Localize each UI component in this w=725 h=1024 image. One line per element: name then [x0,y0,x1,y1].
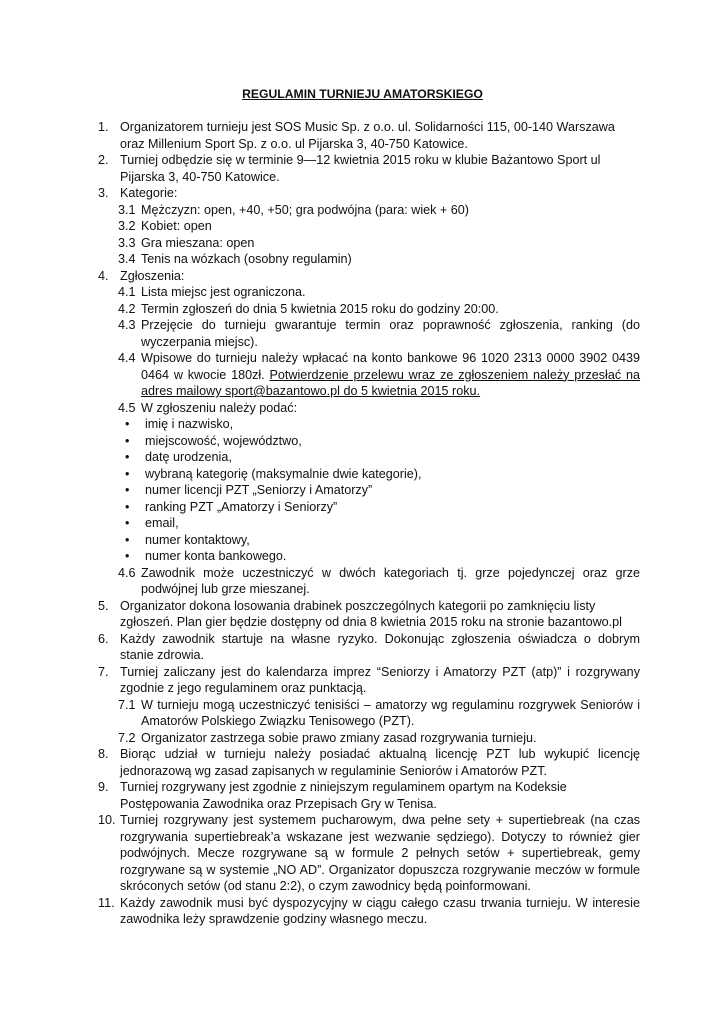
subrule-text: W turnieju mogą uczestniczyć tenisiści – amatorzy wg regulaminu rozgrywek Seniorów i Amatorów Polskiego Związku Tenisowego (PZT). [141,697,640,728]
bullet-item [98,548,640,565]
rule-text: Kategorie: [120,186,178,200]
bullet-item [98,532,640,549]
rule-text: Turniej odbędzie się w terminie 9—12 kwietnia 2015 roku w klubie Bażantowo Sport ul Pijarska 3, 40-750 Katowice. [120,153,601,184]
subrule-number: 3.2 [118,219,136,233]
bullet-text: email, [145,516,179,530]
rule-number: 8. [98,747,109,761]
bullet-icon: • [125,433,130,448]
bullet-icon: • [125,417,130,431]
bullet-item [98,466,640,483]
rule-text: Turniej rozgrywany jest zgodnie z niniejszym regulaminem opartym na Kodeksie Postępowania Zawodnika oraz Przepisach Gry w Tenisa. [120,780,567,811]
rule-7 [98,664,640,697]
subrule-number: 4.1 [118,285,136,299]
rules-list [98,119,640,928]
rule-9 [98,779,640,812]
bullet-item [98,449,640,466]
rule-8 [98,746,640,779]
subrule-number: 4.2 [118,301,136,316]
bullet-text: imię i nazwisko, [145,417,234,431]
subrule-text: Tenis na wózkach (osobny regulamin) [141,252,352,266]
bullet-icon: • [125,450,130,464]
subrule-number: 7.2 [118,730,136,745]
rule-number: 9. [98,780,109,794]
subrule-3-3 [98,235,640,252]
bullet-text: numer konta bankowego. [145,549,287,563]
bullet-text: datę urodzenia, [145,450,232,464]
subrule-text: Zawodnik może uczestniczyć w dwóch kategoriach tj. grze pojedynczej oraz grze podwójnej lub grze mieszanej. [141,565,640,596]
rule-number: 10. [98,813,116,827]
subrule-number: 3.3 [118,235,136,250]
rule-number: 7. [98,664,109,679]
subrule-4-5 [98,400,640,417]
rule-text: Każdy zawodnik musi być dyspozycyjny w ciągu całego czasu trwania turnieju. W interesie zawodnika leży sprawdzenie godziny własnego meczu. [120,895,640,926]
bullet-icon: • [125,549,130,563]
rule-4 [98,268,640,285]
rule-number: 2. [98,153,109,167]
subrule-number: 3.1 [118,202,136,217]
subrule-text-plain: Wpisowe do turnieju należy wpłacać na konto bankowe 96 1020 2313 0000 3902 0439 0464 w kwocie 180zł. [141,351,640,382]
bullet-icon: • [125,483,130,497]
bullet-text: numer licencji PZT „Seniorzy i Amatorzy” [145,483,373,497]
subrule-4-4 [98,350,640,400]
rule-text: Turniej rozgrywany jest systemem pucharowym, dwa pełne sety + supertiebreak (na czas rozgrywania supertiebreak’a wskazane jest wezwanie sędziego). Dotyczy to również gier podwójnych. Mecze rozgrywane są w formule 2 pełnych setów + supertiebreak, gemy rozgrywane są w systemie „NO AD”. Organizator dopuszcza rozgrywanie meczów w formule skróconych setów (od stanu 2:2), o czym zawodnicy będą poinformowani. [120,813,640,893]
bullet-icon: • [125,466,130,481]
rule-number: 4. [98,268,109,283]
subrule-text: Mężczyzn: open, +40, +50; gra podwójna (para: wiek + 60) [141,202,469,217]
rule-1 [98,119,640,152]
rule-2 [98,152,640,185]
subrule-number: 4.5 [118,400,136,415]
required-fields-list [98,416,640,565]
rule-text: Biorąc udział w turnieju należy posiadać aktualną licencję PZT lub wykupić licencję jednorazową wg zasad zapisanych w regulaminie Seniorów i Amatorów PZT. [120,747,640,778]
bullet-item [98,416,640,433]
bullet-text: numer kontaktowy, [145,532,250,547]
subrule-3-4 [98,251,640,268]
document-title: REGULAMIN TURNIEJU AMATORSKIEGO [242,87,483,101]
subrule-text: Organizator zastrzega sobie prawo zmiany zasad rozgrywania turnieju. [141,730,537,745]
subrule-text: Gra mieszana: open [141,235,255,250]
subrule-4-1 [98,284,640,301]
rule-number: 6. [98,631,109,646]
bullet-text: wybraną kategorię (maksymalnie dwie kategorie), [145,466,422,481]
subrule-number: 7.1 [118,697,136,712]
subrule-number: 4.4 [118,351,136,365]
rule-10 [98,812,640,895]
subrule-text: Kobiet: open [141,219,212,233]
subrule-number: 4.3 [118,318,136,332]
bullet-item [98,499,640,516]
subrule-7-2 [98,730,640,747]
subrule-text: Termin zgłoszeń do dnia 5 kwietnia 2015 roku do godziny 20:00. [141,301,499,316]
rule-text: Każdy zawodnik startuje na własne ryzyko. Dokonując zgłoszenia oświadcza o dobrym stanie zdrowia. [120,631,640,662]
subrule-3-2 [98,218,640,235]
subrule-4-3 [98,317,640,350]
bullet-item [98,433,640,450]
bullet-text: miejscowość, województwo, [145,433,302,448]
bullet-item [98,515,640,532]
rule-11 [98,895,640,928]
rule-text: Organizator dokona losowania drabinek poszczególnych kategorii po zamknięciu listy zgłoszeń. Plan gier będzie dostępny od dnia 8 kwietnia 2015 roku na stronie bazantowo.pl [120,598,622,629]
bullet-item [98,482,640,499]
subrule-number: 3.4 [118,252,136,266]
subrule-3-1 [98,202,640,219]
payment-confirmation-note: Potwierdzenie przelewu wraz ze zgłoszeniem należy przesłać na adres mailowy sport@bazantowo.pl do 5 kwietnia 2015 roku. [141,367,640,398]
rule-number: 11. [98,895,115,910]
bullet-icon: • [125,499,130,514]
subrule-7-1 [98,697,640,730]
rule-text: Zgłoszenia: [120,268,185,283]
subrule-4-6 [98,565,640,598]
rule-5 [98,598,640,631]
rule-3 [98,185,640,202]
bullet-icon: • [125,532,130,547]
bullet-icon: • [125,516,130,530]
subrule-text: Przejęcie do turnieju gwarantuje termin oraz poprawność zgłoszenia, ranking (do wyczerpania miejsc). [141,318,640,349]
subrule-number: 4.6 [118,565,136,580]
subrule-text: W zgłoszeniu należy podać: [141,400,298,415]
rule-text: Organizatorem turnieju jest SOS Music Sp. z o.o. ul. Solidarności 115, 00-140 Warszawa oraz Millenium Sport Sp. z o.o. ul Pijarska 3, 40-750 Katowice. [120,120,615,151]
rule-number: 1. [98,120,109,134]
rule-number: 5. [98,598,109,613]
rule-6 [98,631,640,664]
subrule-text [141,350,640,400]
bullet-text: ranking PZT „Amatorzy i Seniorzy” [145,499,338,514]
rule-number: 3. [98,186,109,200]
rule-text: Turniej zaliczany jest do kalendarza imprez “Seniorzy i Amatorzy PZT (atp)” i rozgrywany zgodnie z jego regulaminem oraz punktacją. [120,664,640,695]
subrule-4-2 [98,301,640,318]
subrule-text: Lista miejsc jest ograniczona. [141,285,306,299]
